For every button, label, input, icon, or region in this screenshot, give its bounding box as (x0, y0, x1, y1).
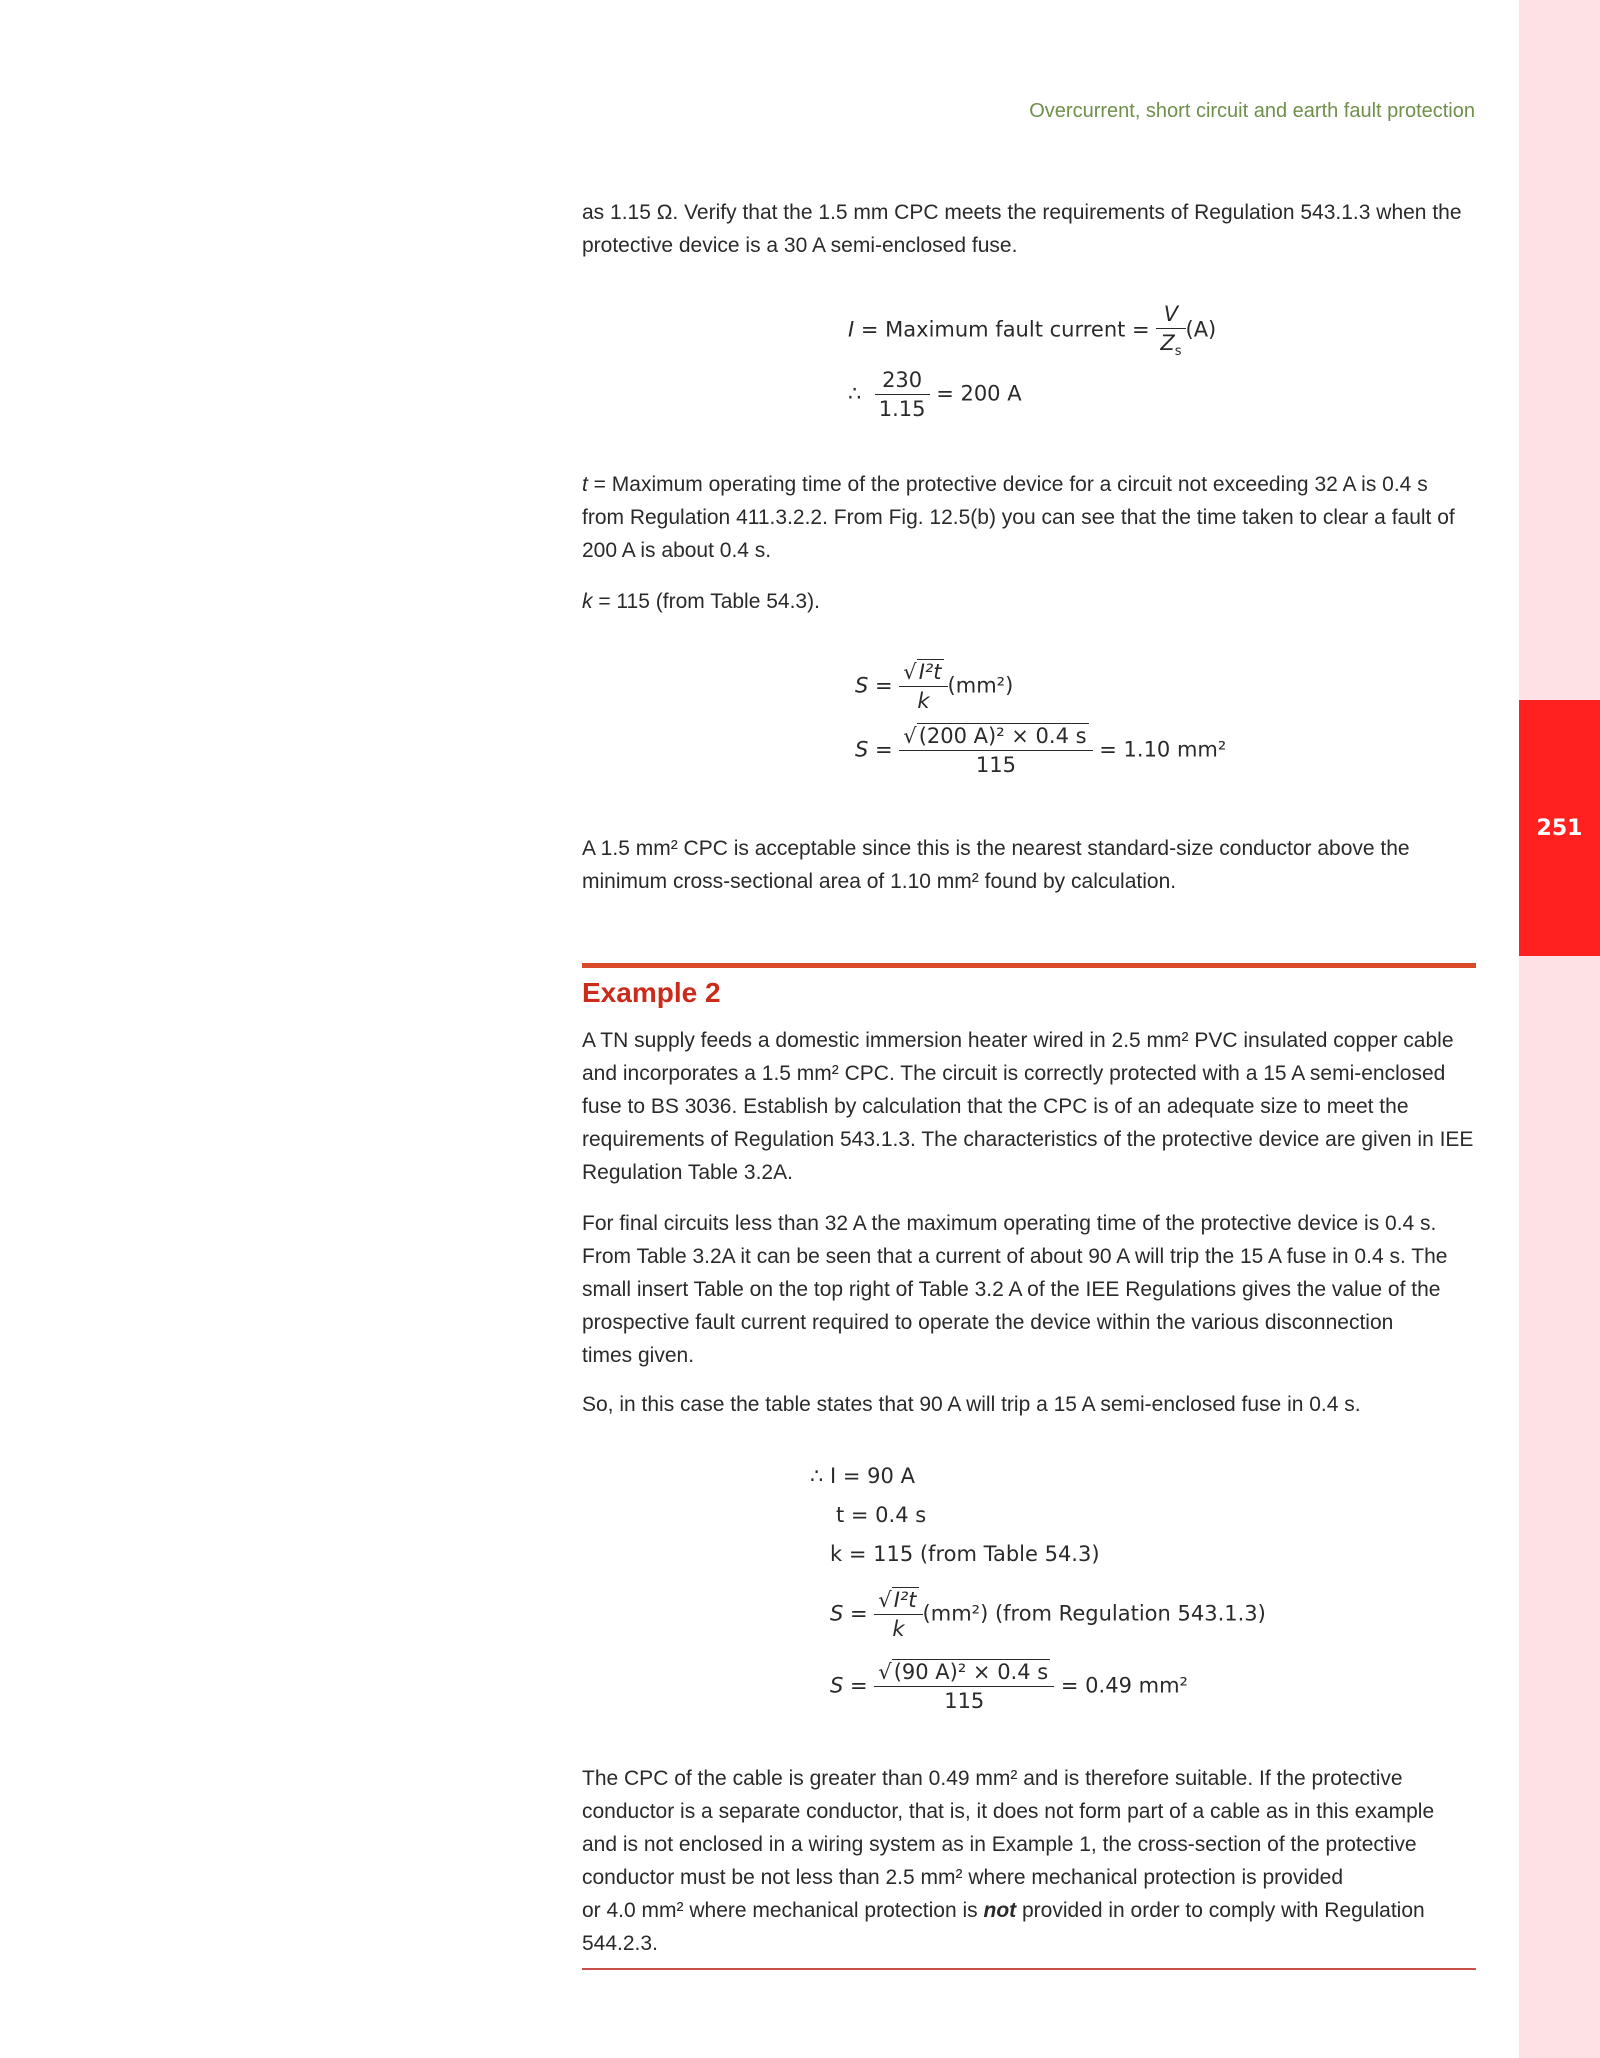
text-span: provided in order to comply with Regulation (1016, 1899, 1425, 1922)
frac-num (874, 1588, 922, 1614)
text-line: requirements of Regulation 543.1.3. The characteristics of the protective device are given in IEE (582, 1128, 1474, 1151)
text-line: and is not enclosed in a wiring system as in Example 1, the cross-section of the protective (582, 1833, 1417, 1856)
eq-result: = 0.49 mm² (1060, 1673, 1188, 1698)
bottom-rule (582, 1968, 1476, 1970)
text-line: 200 A is about 0.4 s. (582, 539, 772, 562)
sqrt: √(90 A)² × 0.4 s (878, 1660, 1049, 1684)
var-k: k (582, 590, 593, 613)
frac-den: k (899, 686, 947, 713)
example2-paragraph-1 (582, 1024, 1478, 1189)
emphasis-not: not (983, 1899, 1017, 1922)
section-rule (582, 963, 1476, 968)
fraction (899, 724, 1092, 777)
text-line: times given. (582, 1344, 695, 1367)
radicand: (90 A)² × 0.4 s (893, 1660, 1049, 1684)
intro-paragraph (582, 196, 1478, 262)
var-t: t (582, 473, 588, 496)
text-line: Regulation Table 3.2A. (582, 1161, 793, 1184)
frac-num: V (1163, 302, 1179, 326)
text-line: From Table 3.2A it can be seen that a current of about 90 A will trip the 15 A fuse in 0.4 s. The (582, 1245, 1448, 1268)
text-span: = 115 (from Table 54.3). (592, 590, 820, 613)
eq-result: = 200 A (936, 381, 1022, 406)
fraction (875, 368, 930, 421)
eq-lhs: S = (830, 1673, 868, 1698)
text-line (582, 1894, 1478, 1927)
fraction (899, 660, 947, 713)
frac-num (874, 1660, 1054, 1686)
sqrt: √I²t (878, 1588, 917, 1612)
side-band (1519, 0, 1600, 2058)
text-span: = Maximum operating time of the protective device for a circuit not exceeding 32 A is 0.4 s (587, 473, 1428, 496)
text-span: or 4.0 mm² where mechanical protection is (582, 1899, 984, 1922)
running-header: Overcurrent, short circuit and earth fault protection (1029, 100, 1475, 122)
equation-I-90: ∴ I = 90 A (810, 1464, 915, 1488)
fraction (874, 1588, 922, 1641)
frac-num (899, 660, 947, 686)
text-line: 544.2.3. (582, 1932, 658, 1955)
intro-line: as 1.15 Ω. Verify that the 1.5 mm CPC meets the requirements of Regulation 543.1.3 when the (582, 201, 1462, 224)
text-line: prospective fault current required to operate the device within the various disconnection (582, 1311, 1394, 1334)
radicand: I²t (918, 660, 942, 684)
text-line: A TN supply feeds a domestic immersion heater wired in 2.5 mm² PVC insulated copper cable (582, 1029, 1454, 1052)
den-var: Z (1160, 331, 1175, 355)
text-line: A 1.5 mm² CPC is acceptable since this is the nearest standard-size conductor above the (582, 837, 1410, 860)
example2-paragraph-2 (582, 1207, 1478, 1372)
sqrt: √(200 A)² × 0.4 s (903, 724, 1087, 748)
frac-num (899, 724, 1092, 750)
text-line (582, 468, 1478, 501)
text-line: conductor is a separate conductor, that is, it does not form part of a cable as in this example (582, 1800, 1435, 1823)
fraction (874, 1660, 1054, 1713)
frac-den: 1.15 (875, 394, 930, 421)
text-line: small insert Table on the top right of Table 3.2 A of the IEE Regulations gives the value of the (582, 1278, 1441, 1301)
text-line: minimum cross-sectional area of 1.10 mm² found by calculation. (582, 870, 1177, 893)
text-line: from Regulation 411.3.2.2. From Fig. 12.5(b) you can see that the time taken to clear a fault of (582, 506, 1455, 529)
frac-den: 115 (899, 750, 1092, 777)
eq-unit: (A) (1185, 317, 1217, 342)
closing-paragraph (582, 1762, 1478, 1960)
text-line: The CPC of the cable is greater than 0.49 mm² and is therefore suitable. If the protective (582, 1767, 1403, 1790)
equation-fault-value (848, 368, 1022, 421)
var-I: I (848, 317, 855, 342)
eq-lhs: S = (855, 673, 893, 698)
text-line: conductor must be not less than 2.5 mm² where mechanical protection is provided (582, 1866, 1344, 1889)
eq-result: = 1.10 mm² (1099, 737, 1227, 762)
eq-lhs: S = (855, 737, 893, 762)
text-line: and incorporates a 1.5 mm² CPC. The circuit is correctly protected with a 15 A semi-enclosed (582, 1062, 1446, 1085)
sqrt: √I²t (903, 660, 942, 684)
equation-s-formula-2 (830, 1588, 1266, 1641)
equation-k: k = 115 (from Table 54.3) (830, 1542, 1100, 1566)
equation-s-calc (855, 724, 1226, 777)
therefore-symbol: ∴ (848, 381, 862, 406)
eq-unit: (mm²) (947, 673, 1014, 698)
eq-lhs: S = (830, 1601, 868, 1626)
text-line: For final circuits less than 32 A the maximum operating time of the protective device is 0.4 s. (582, 1212, 1437, 1235)
radicand: I²t (893, 1588, 917, 1612)
intro-line: protective device is a 30 A semi-enclosed fuse. (582, 234, 1018, 257)
den-sub: s (1174, 344, 1182, 360)
conclusion-paragraph (582, 832, 1478, 898)
eq-unit: (mm²) (from Regulation 543.1.3) (922, 1601, 1266, 1626)
fraction (1156, 302, 1185, 359)
time-paragraph (582, 468, 1478, 567)
equation-t: t = 0.4 s (836, 1503, 927, 1527)
equation-s-calc-2 (830, 1660, 1188, 1713)
page-number: 251 (1536, 816, 1583, 841)
frac-num: 230 (882, 368, 923, 392)
example-heading: Example 2 (582, 977, 721, 1008)
example2-paragraph-3: So, in this case the table states that 90 A will trip a 15 A semi-enclosed fuse in 0.4 s. (582, 1393, 1361, 1416)
frac-den: 115 (874, 1686, 1054, 1713)
equation-s-formula (855, 660, 1013, 713)
eq-text: = Maximum fault current = (854, 317, 1157, 342)
k-paragraph (582, 585, 1478, 618)
text-line: fuse to BS 3036. Establish by calculation that the CPC is of an adequate size to meet the (582, 1095, 1409, 1118)
frac-den: k (874, 1614, 922, 1641)
frac-den (1156, 328, 1185, 359)
equation-fault-current (848, 302, 1216, 359)
radicand: (200 A)² × 0.4 s (918, 724, 1087, 748)
